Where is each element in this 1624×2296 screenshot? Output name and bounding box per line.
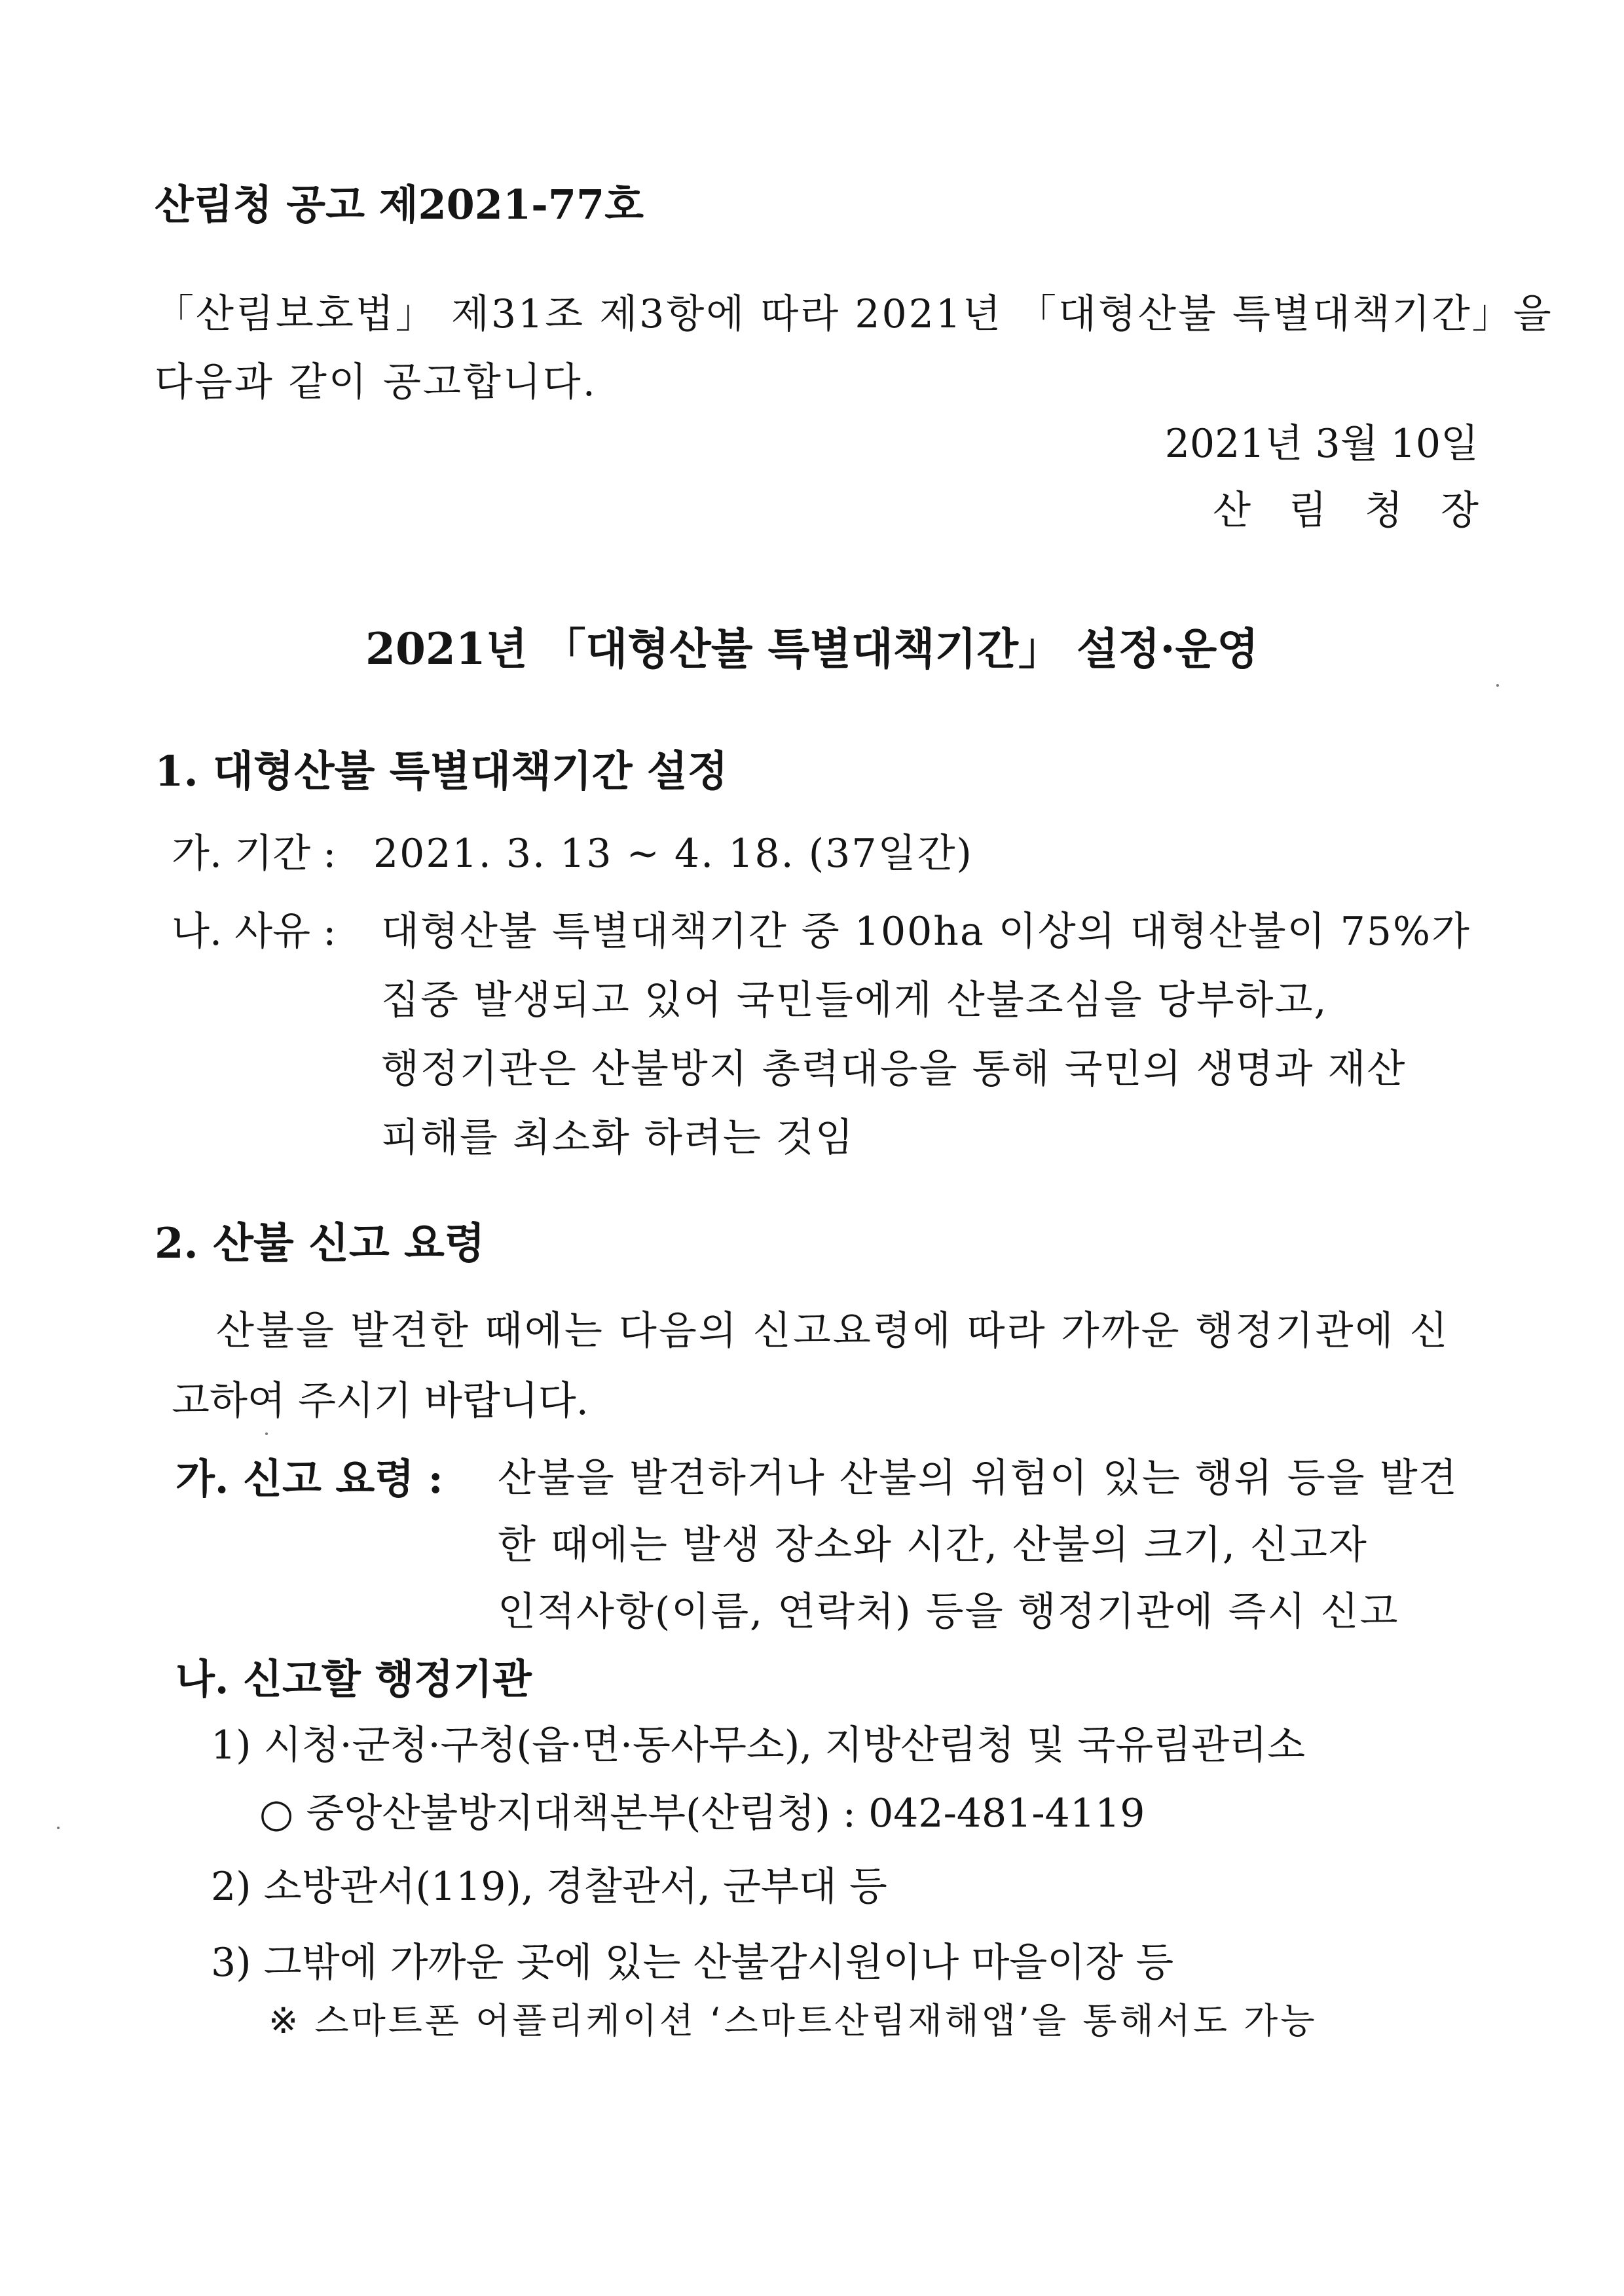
scan-speck — [1496, 684, 1499, 687]
notice-number: 산림청 공고 제2021-77호 — [155, 181, 644, 228]
agency-item-3: 3) 그밖에 가까운 곳에 있는 산불감시원이나 마을이장 등 — [211, 1940, 1174, 1986]
section-2-paragraph-line-1: 산불을 발견한 때에는 다음의 신고요령에 따라 가까운 행정기관에 신 — [216, 1308, 1450, 1354]
intro-line-1: 「산림보호법」 제31조 제3항에 따라 2021년 「대형산불 특별대책기간」을 — [155, 291, 1553, 337]
agencies-heading: 나. 신고할 행정기관 — [175, 1655, 532, 1703]
reason-line-1: 대형산불 특별대책기간 중 100ha 이상의 대형산불이 75%가 — [381, 909, 1471, 955]
intro-line-2: 다음과 같이 공고합니다. — [155, 359, 597, 405]
agency-item-1: 1) 시청·군청·구청(읍·면·동사무소), 지방산림청 및 국유림관리소 — [211, 1722, 1306, 1768]
scan-speck — [57, 1827, 60, 1829]
smartphone-app-note: ※ 스마트폰 어플리케이션 ‘스마트산림재해앱’을 통해서도 가능 — [268, 2000, 1318, 2041]
period-value: 2021. 3. 13 ~ 4. 18. (37일간) — [373, 831, 973, 877]
reason-line-3: 행정기관은 산불방지 총력대응을 통해 국민의 생명과 재산 — [381, 1046, 1407, 1092]
report-method-line-2: 한 때에는 발생 장소와 시간, 산불의 크기, 신고자 — [498, 1522, 1368, 1568]
report-method-line-3: 인적사항(이름, 연락처) 등을 행정기관에 즉시 신고 — [498, 1589, 1399, 1635]
notice-date: 2021년 3월 10일 — [1164, 421, 1479, 467]
agency-item-2: 2) 소방관서(119), 경찰관서, 군부대 등 — [211, 1864, 887, 1910]
reason-label: 나. 사유 : — [172, 909, 337, 955]
reason-line-2: 집중 발생되고 있어 국민들에게 산불조심을 당부하고, — [381, 977, 1328, 1023]
section-2-paragraph-line-2: 고하여 주시기 바랍니다. — [172, 1378, 589, 1424]
scan-speck — [265, 1432, 268, 1435]
agency-item-1-sub: ○ 중앙산불방지대책본부(산림청) : 042-481-4119 — [259, 1791, 1145, 1836]
report-method-label: 가. 신고 요령 : — [175, 1455, 443, 1503]
reason-line-4: 피해를 최소화 하려는 것임 — [381, 1115, 855, 1161]
section-2-heading: 2. 산불 신고 요령 — [155, 1219, 485, 1268]
section-1-heading: 1. 대형산불 특별대책기간 설정 — [155, 747, 728, 796]
signatory: 산림청장 — [1213, 488, 1517, 534]
page-title: 2021년 「대형산불 특별대책기간」 설정·운영 — [365, 623, 1259, 674]
period-label: 가. 기간 : — [172, 831, 337, 877]
report-method-line-1: 산불을 발견하거나 산불의 위험이 있는 행위 등을 발견 — [498, 1455, 1458, 1501]
